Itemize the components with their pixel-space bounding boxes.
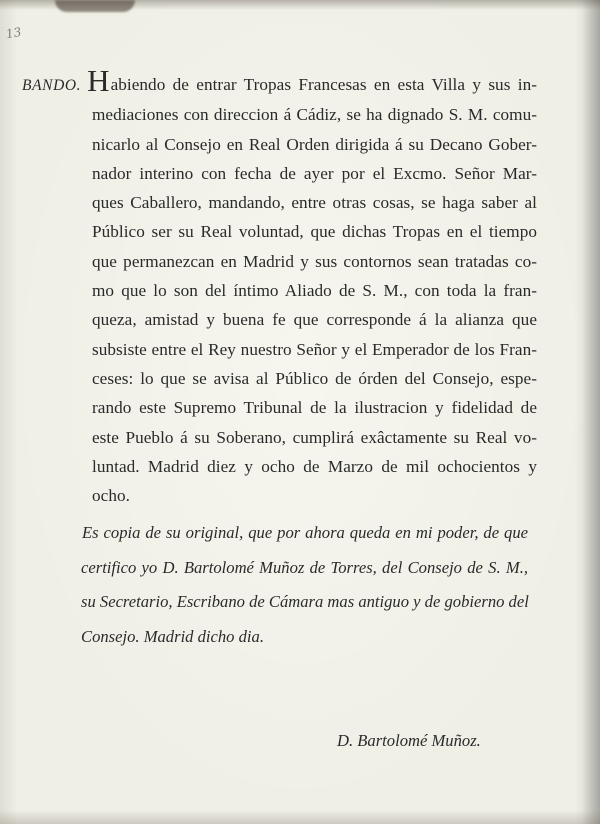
body-line: mo que lo son del íntimo Aliado de S. M., con toda la fran- — [92, 281, 537, 301]
body-line: ques Caballero, mandando, entre otras cosas, se haga saber al — [92, 193, 537, 213]
certification-line: certifico yo D. Bartolomé Muñoz de Torres, del Consejo de S. M., — [81, 557, 528, 577]
top-edge-stain — [55, 0, 135, 12]
body-line: rando este Supremo Tribunal de la ilustracion y fidelidad de — [92, 398, 537, 418]
body-line: Público ser su Real voluntad, que dichas Tropas en el tiempo — [92, 222, 537, 242]
bando-body — [22, 63, 537, 510]
body-line — [22, 63, 537, 100]
body-line: ceses: lo que se avisa al Público de órden del Consejo, espe- — [92, 368, 537, 388]
bando-label: BANDO. — [22, 77, 82, 94]
body-line: nador interino con fecha de ayer por el Excmo. Señor Mar- — [92, 163, 537, 183]
signature: D. Bartolomé Muñoz. — [337, 731, 481, 750]
certification-block — [22, 516, 528, 654]
body-line-text: abiendo de entrar Tropas Francesas en esta Villa y sus in- — [110, 75, 537, 94]
body-line: que permanezcan en Madrid y sus contornos sean tratadas co- — [92, 251, 537, 271]
document-content — [22, 63, 537, 654]
bottom-edge-shadow — [0, 810, 600, 824]
folio-mark: 13 — [4, 24, 23, 42]
certification-line: Es copia de su original, que por ahora queda en mi poder, de que — [82, 523, 528, 543]
right-edge-shadow — [582, 0, 600, 824]
body-line: este Pueblo á su Soberano, cumplirá exâctamente su Real vo- — [92, 427, 537, 447]
body-line: luntad. Madrid diez y ocho de Marzo de mil ochocientos y — [92, 456, 537, 476]
certification-line: Consejo. Madrid dicho dia. — [81, 626, 264, 646]
body-line: queza, amistad y buena fe que corresponde á la alianza que — [92, 310, 537, 330]
drop-cap: H — [87, 63, 110, 98]
body-line: subsiste entre el Rey nuestro Señor y el Emperador de los Fran- — [92, 339, 537, 359]
certification-line: su Secretario, Escribano de Cámara mas antiguo y de gobierno del — [81, 592, 529, 612]
body-line: nicarlo al Consejo en Real Orden dirigida á su Decano Gober- — [92, 134, 537, 154]
body-line: ocho. — [92, 486, 130, 506]
body-line: mediaciones con direccion á Cádiz, se ha dignado S. M. comu- — [92, 105, 537, 125]
